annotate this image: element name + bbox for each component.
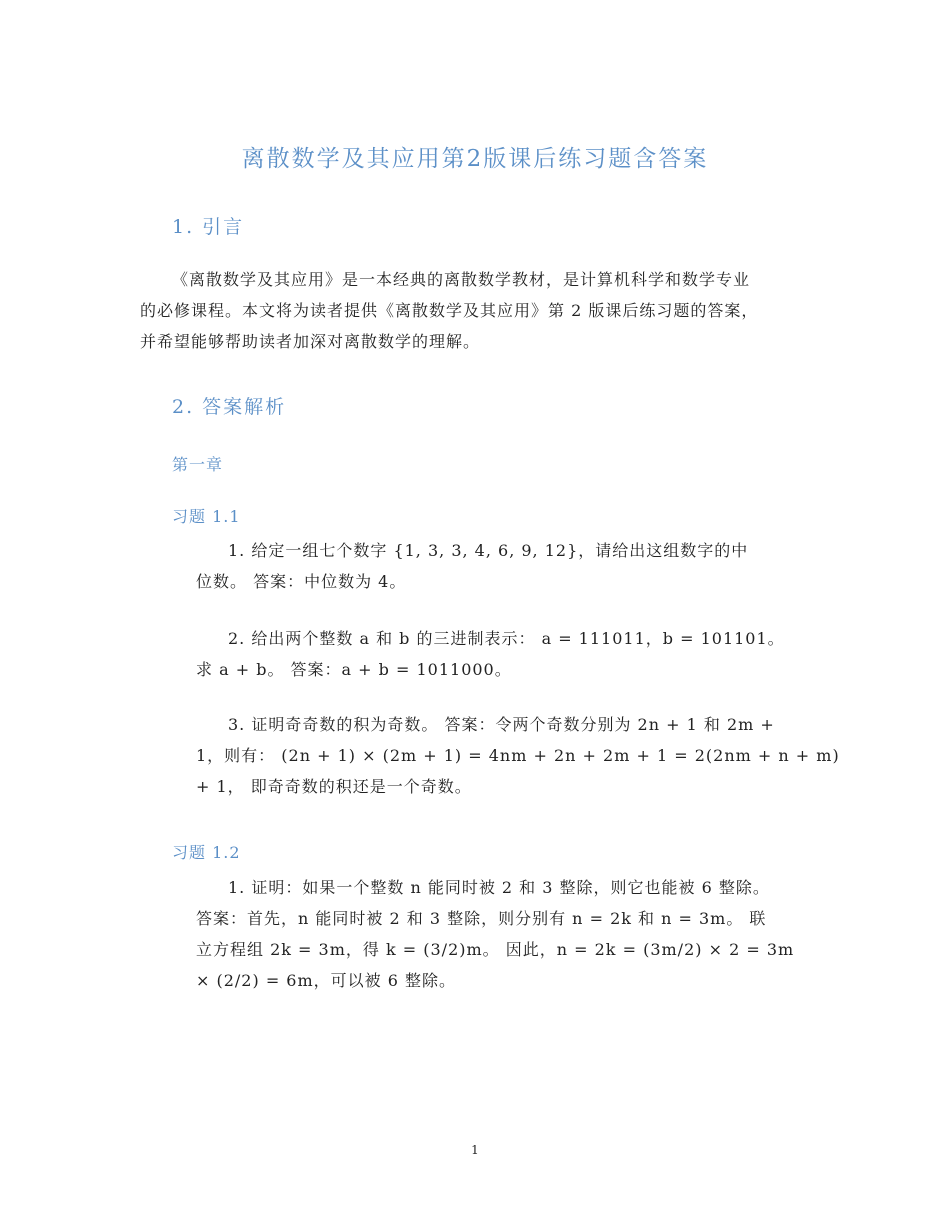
exercise-1-2-question-1 — [196, 872, 794, 996]
paragraph-line: 的必修课程。本文将为读者提供《离散数学及其应用》第 2 版课后练习题的答案， — [140, 301, 759, 320]
document-title: 离散数学及其应用第2版课后练习题含答案 — [241, 146, 709, 172]
question-line: 2. 给出两个整数 a 和 b 的三进制表示： a = 111011，b = 101101。 — [228, 629, 785, 648]
question-line: 位数。 答案：中位数为 4。 — [196, 572, 407, 591]
question-line: 1，则有： (2n + 1) × (2m + 1) = 4nm + 2n + 2m + 1 = 2(2nm + n + m) — [196, 746, 840, 765]
question-line: + 1， 即奇奇数的积还是一个奇数。 — [196, 777, 472, 796]
question-line: 1. 证明：如果一个整数 n 能同时被 2 和 3 整除，则它也能被 6 整除。 — [228, 878, 770, 897]
question-line: × (2/2) = 6m，可以被 6 整除。 — [196, 971, 457, 990]
exercise-1-1-question-1 — [196, 535, 748, 597]
exercise-1-1-question-3 — [196, 709, 840, 802]
introduction-paragraph — [140, 264, 758, 357]
chapter-heading: 第一章 — [172, 455, 224, 474]
question-line: 1. 给定一组七个数字 {1, 3, 3, 4, 6, 9, 12}，请给出这组数字的中 — [228, 541, 749, 560]
paragraph-line: 《离散数学及其应用》是一本经典的离散数学教材，是计算机科学和数学专业 — [172, 270, 751, 289]
exercise-1-1-question-2 — [196, 623, 785, 685]
question-line: 答案：首先，n 能同时被 2 和 3 整除，则分别有 n = 2k 和 n = 3m。 联 — [196, 909, 767, 928]
question-line: 求 a + b。 答案：a + b = 1011000。 — [196, 660, 512, 679]
exercise-heading-1-1: 习题 1.1 — [172, 507, 241, 526]
section-heading-answers: 2. 答案解析 — [172, 396, 287, 418]
exercise-heading-1-2: 习题 1.2 — [172, 843, 241, 862]
section-heading-introduction: 1. 引言 — [172, 216, 245, 238]
paragraph-line: 并希望能够帮助读者加深对离散数学的理解。 — [140, 332, 481, 351]
question-line: 3. 证明奇奇数的积为奇数。 答案：令两个奇数分别为 2n + 1 和 2m + — [228, 715, 775, 734]
question-line: 立方程组 2k = 3m，得 k = (3/2)m。 因此，n = 2k = (3m/2) × 2 = 3m — [196, 940, 795, 959]
page-number: 1 — [471, 1143, 479, 1157]
